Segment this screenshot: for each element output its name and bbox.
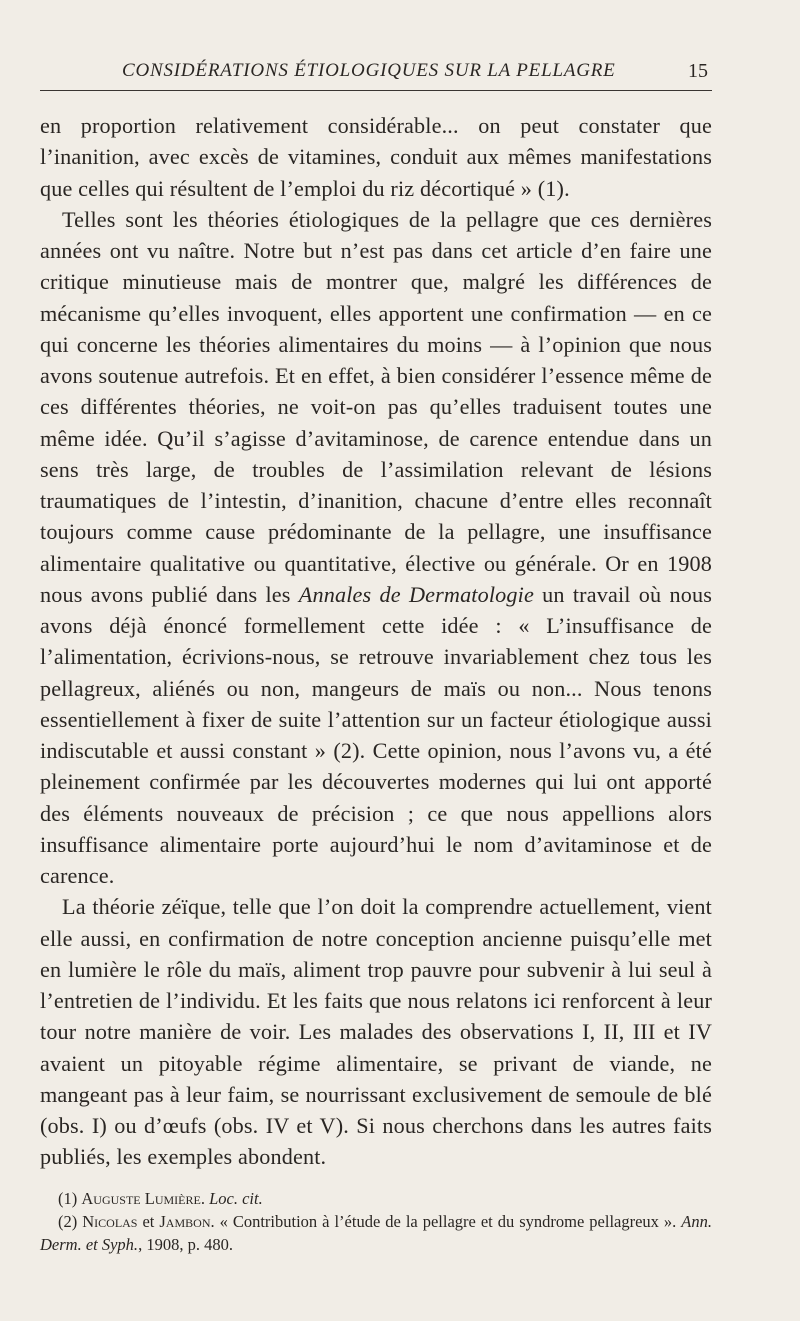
journal-title: Annales de Dermatologie [298,581,534,607]
paragraph-text: un travail où nous avons déjà énoncé formellement cette idée : « L’insuffisance de l’alimentation, écrivions-nous, se retrouve invariablement chez tous les pellagreux, aliénés ou non, mangeurs de maïs ou non... Nous tenons essentiellement à fixer de suite l’attention sur un facteur étiologique aussi indiscutable et aussi constant » (2). Cette opinion, nous l’avons vu, a été pleinement confirmée par les découvertes modernes qui lui ont apporté des éléments nouveaux de précision ; ce que nous appellions alors insuffisance alimentaire porte aujourd’hui le nom d’avitaminose et de carence. [40,581,712,888]
page-number: 15 [688,60,708,82]
footnotes [40,1187,712,1256]
running-title: CONSIDÉRATIONS ÉTIOLOGIQUES SUR LA PELLAGRE [122,60,616,81]
paragraph-zeique: La théorie zéïque, telle que l’on doit la comprendre actuellement, vient elle aussi, en confirmation de notre conception ancienne puisqu’elle met en lumière le rôle du maïs, aliment trop pauvre pour subvenir à lui seul à l’entretien de l’individu. Et les faits que nous relatons ici renforcent à leur tour notre manière de voir. Les malades des observations I, II, III et IV avaient un pitoyable régime alimentaire, se privant de viande, ne mangeant pas à leur faim, se nourrissant exclusivement de semoule de blé (obs. I) ou d’œufs (obs. IV et V). Si nous cherchons dans les autres faits publiés, les exemples abondent. [40,894,712,1170]
footnote-text: , 1908, p. 480. [138,1235,233,1254]
footnote-marker: (1) [58,1189,82,1208]
footnote-text: « Contribution à l’étude de la pellagre et du syndrome pellagreux ». [214,1212,682,1231]
paragraph-text: Telles sont les théories étiologiques de la pellagre que ces dernières années ont vu naître. Notre but n’est pas dans cet article d’en faire une critique minutieuse mais de montrer que, malgré les différences de mécanisme qu’elles invoquent, elles apportent une confirmation — en ce qui concerne les théories alimentaires du moins — à l’opinion que nous avons soutenue autrefois. Et en effet, à bien considérer l’essence même de ces différentes théories, ne voit-on pas qu’elles traduisent toutes une même idée. Qu’il s’agisse d’avitaminose, de carence entendue dans un sens très large, de troubles de l’assimilation relevant de lésions traumatiques de l’intestin, d’inanition, chacune d’entre elles reconnaît toujours comme cause prédominante de la pellagre, une insuffisance alimentaire qualitative ou quantitative, élective ou générale. Or en 1908 nous avons publié dans les [40,206,712,607]
footnote-text: et [137,1212,160,1231]
footnote-2 [40,1210,712,1256]
footnote-ref: Loc. cit. [204,1189,263,1208]
body-text [40,110,712,1173]
footnote-journal: Ann. Derm. et Syph. [40,1212,712,1254]
footnote-author: Jambon. [159,1212,215,1231]
footnote-author: Nicolas [82,1212,138,1231]
footnote-1 [40,1187,712,1210]
footnote-marker: (2) [58,1212,83,1231]
paragraph-continued: en proportion relativement considérable... on peut constater que l’inanition, avec excès de vitamines, conduit aux mêmes manifestations que celles qui résultent de l’emploi du riz décortiqué » (1). [40,113,712,201]
running-header [40,58,712,91]
paragraph-theories [40,204,712,892]
footnote-author: Auguste Lumière. [81,1189,205,1208]
